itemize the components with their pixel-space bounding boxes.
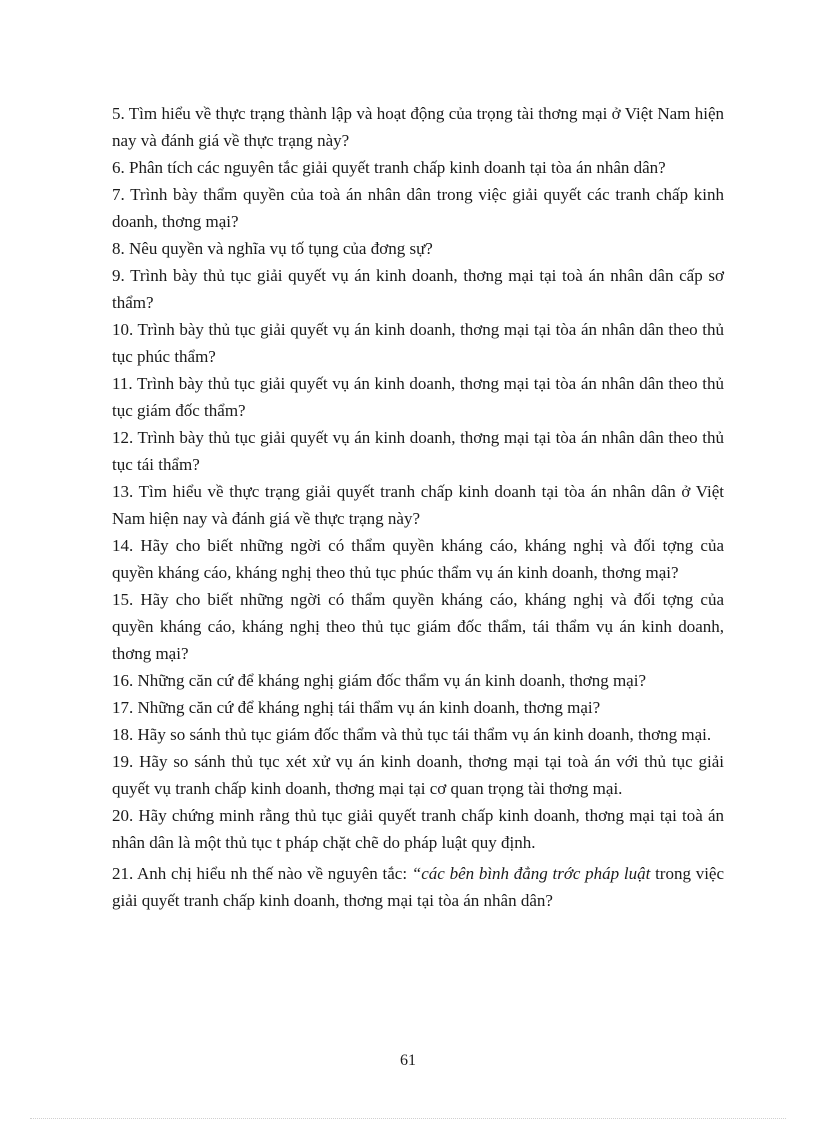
question-13: 13. Tìm hiểu về thực trạng giải quyết tranh chấp kinh doanh tại tòa án nhân dân ở Việt Nam hiện nay và đánh giá về thực trạng này? [112,482,724,528]
question-7: 7. Trình bày thẩm quyền của toà án nhân dân trong việc giải quyết các tranh chấp kinh doanh, thơng mại? [112,185,724,231]
question-12: 12. Trình bày thủ tục giải quyết vụ án kinh doanh, thơng mại tại tòa án nhân dân theo thủ tục tái thẩm? [112,428,724,474]
document-body [112,100,724,914]
question-14: 14. Hãy cho biết những ngời có thẩm quyền kháng cáo, kháng nghị và đối tợng của quyền kháng cáo, kháng nghị theo thủ tục phúc thẩm vụ án kinh doanh, thơng mại? [112,536,724,582]
question-10: 10. Trình bày thủ tục giải quyết vụ án kinh doanh, thơng mại tại tòa án nhân dân theo thủ tục phúc thẩm? [112,320,724,366]
question-5: 5. Tìm hiểu về thực trạng thành lập và hoạt động của trọng tài thơng mại ở Việt Nam hiện nay và đánh giá về thực trạng này? [112,104,724,150]
question-16: 16. Những căn cứ để kháng nghị giám đốc thẩm vụ án kinh doanh, thơng mại? [112,671,646,690]
question-20: 20. Hãy chứng minh rằng thủ tục giải quyết tranh chấp kinh doanh, thơng mại tại toà án nhân dân là một thủ tục t pháp chặt chẽ do pháp luật quy định. [112,806,724,852]
question-6: 6. Phân tích các nguyên tắc giải quyết tranh chấp kinh doanh tại tòa án nhân dân? [112,158,666,177]
question-18: 18. Hãy so sánh thủ tục giám đốc thẩm và thủ tục tái thẩm vụ án kinh doanh, thơng mại. [112,725,712,744]
question-15: 15. Hãy cho biết những ngời có thẩm quyền kháng cáo, kháng nghị và đối tợng của quyền kháng cáo, kháng nghị theo thủ tục giám đốc thẩm, tái thẩm vụ án kinh doanh, thơng mại? [112,590,724,663]
question-9: 9. Trình bày thủ tục giải quyết vụ án kinh doanh, thơng mại tại toà án nhân dân cấp sơ thẩm? [112,266,724,312]
page-bottom-divider [30,1118,786,1119]
question-21-tail: trong việc giải quyết tranh chấp kinh doanh, thơng mại tại tòa án nhân dân? [112,864,725,910]
question-21-quote: “các bên bình đẳng trớc pháp luật [411,864,651,883]
question-8: 8. Nêu quyền và nghĩa vụ tố tụng của đơng sự? [112,239,433,258]
page-number: 61 [400,1052,416,1069]
question-19: 19. Hãy so sánh thủ tục xét xử vụ án kinh doanh, thơng mại tại toà án với thủ tục giải quyết vụ tranh chấp kinh doanh, thơng mại tại cơ quan trọng tài thơng mại. [112,752,724,798]
question-17: 17. Những căn cứ để kháng nghị tái thẩm vụ án kinh doanh, thơng mại? [112,698,601,717]
question-11: 11. Trình bày thủ tục giải quyết vụ án kinh doanh, thơng mại tại tòa án nhân dân theo thủ tục giám đốc thẩm? [112,374,724,420]
question-21 [112,860,724,914]
question-21-lead: 21. Anh chị hiểu nh thế nào về nguyên tắc: [112,864,412,883]
